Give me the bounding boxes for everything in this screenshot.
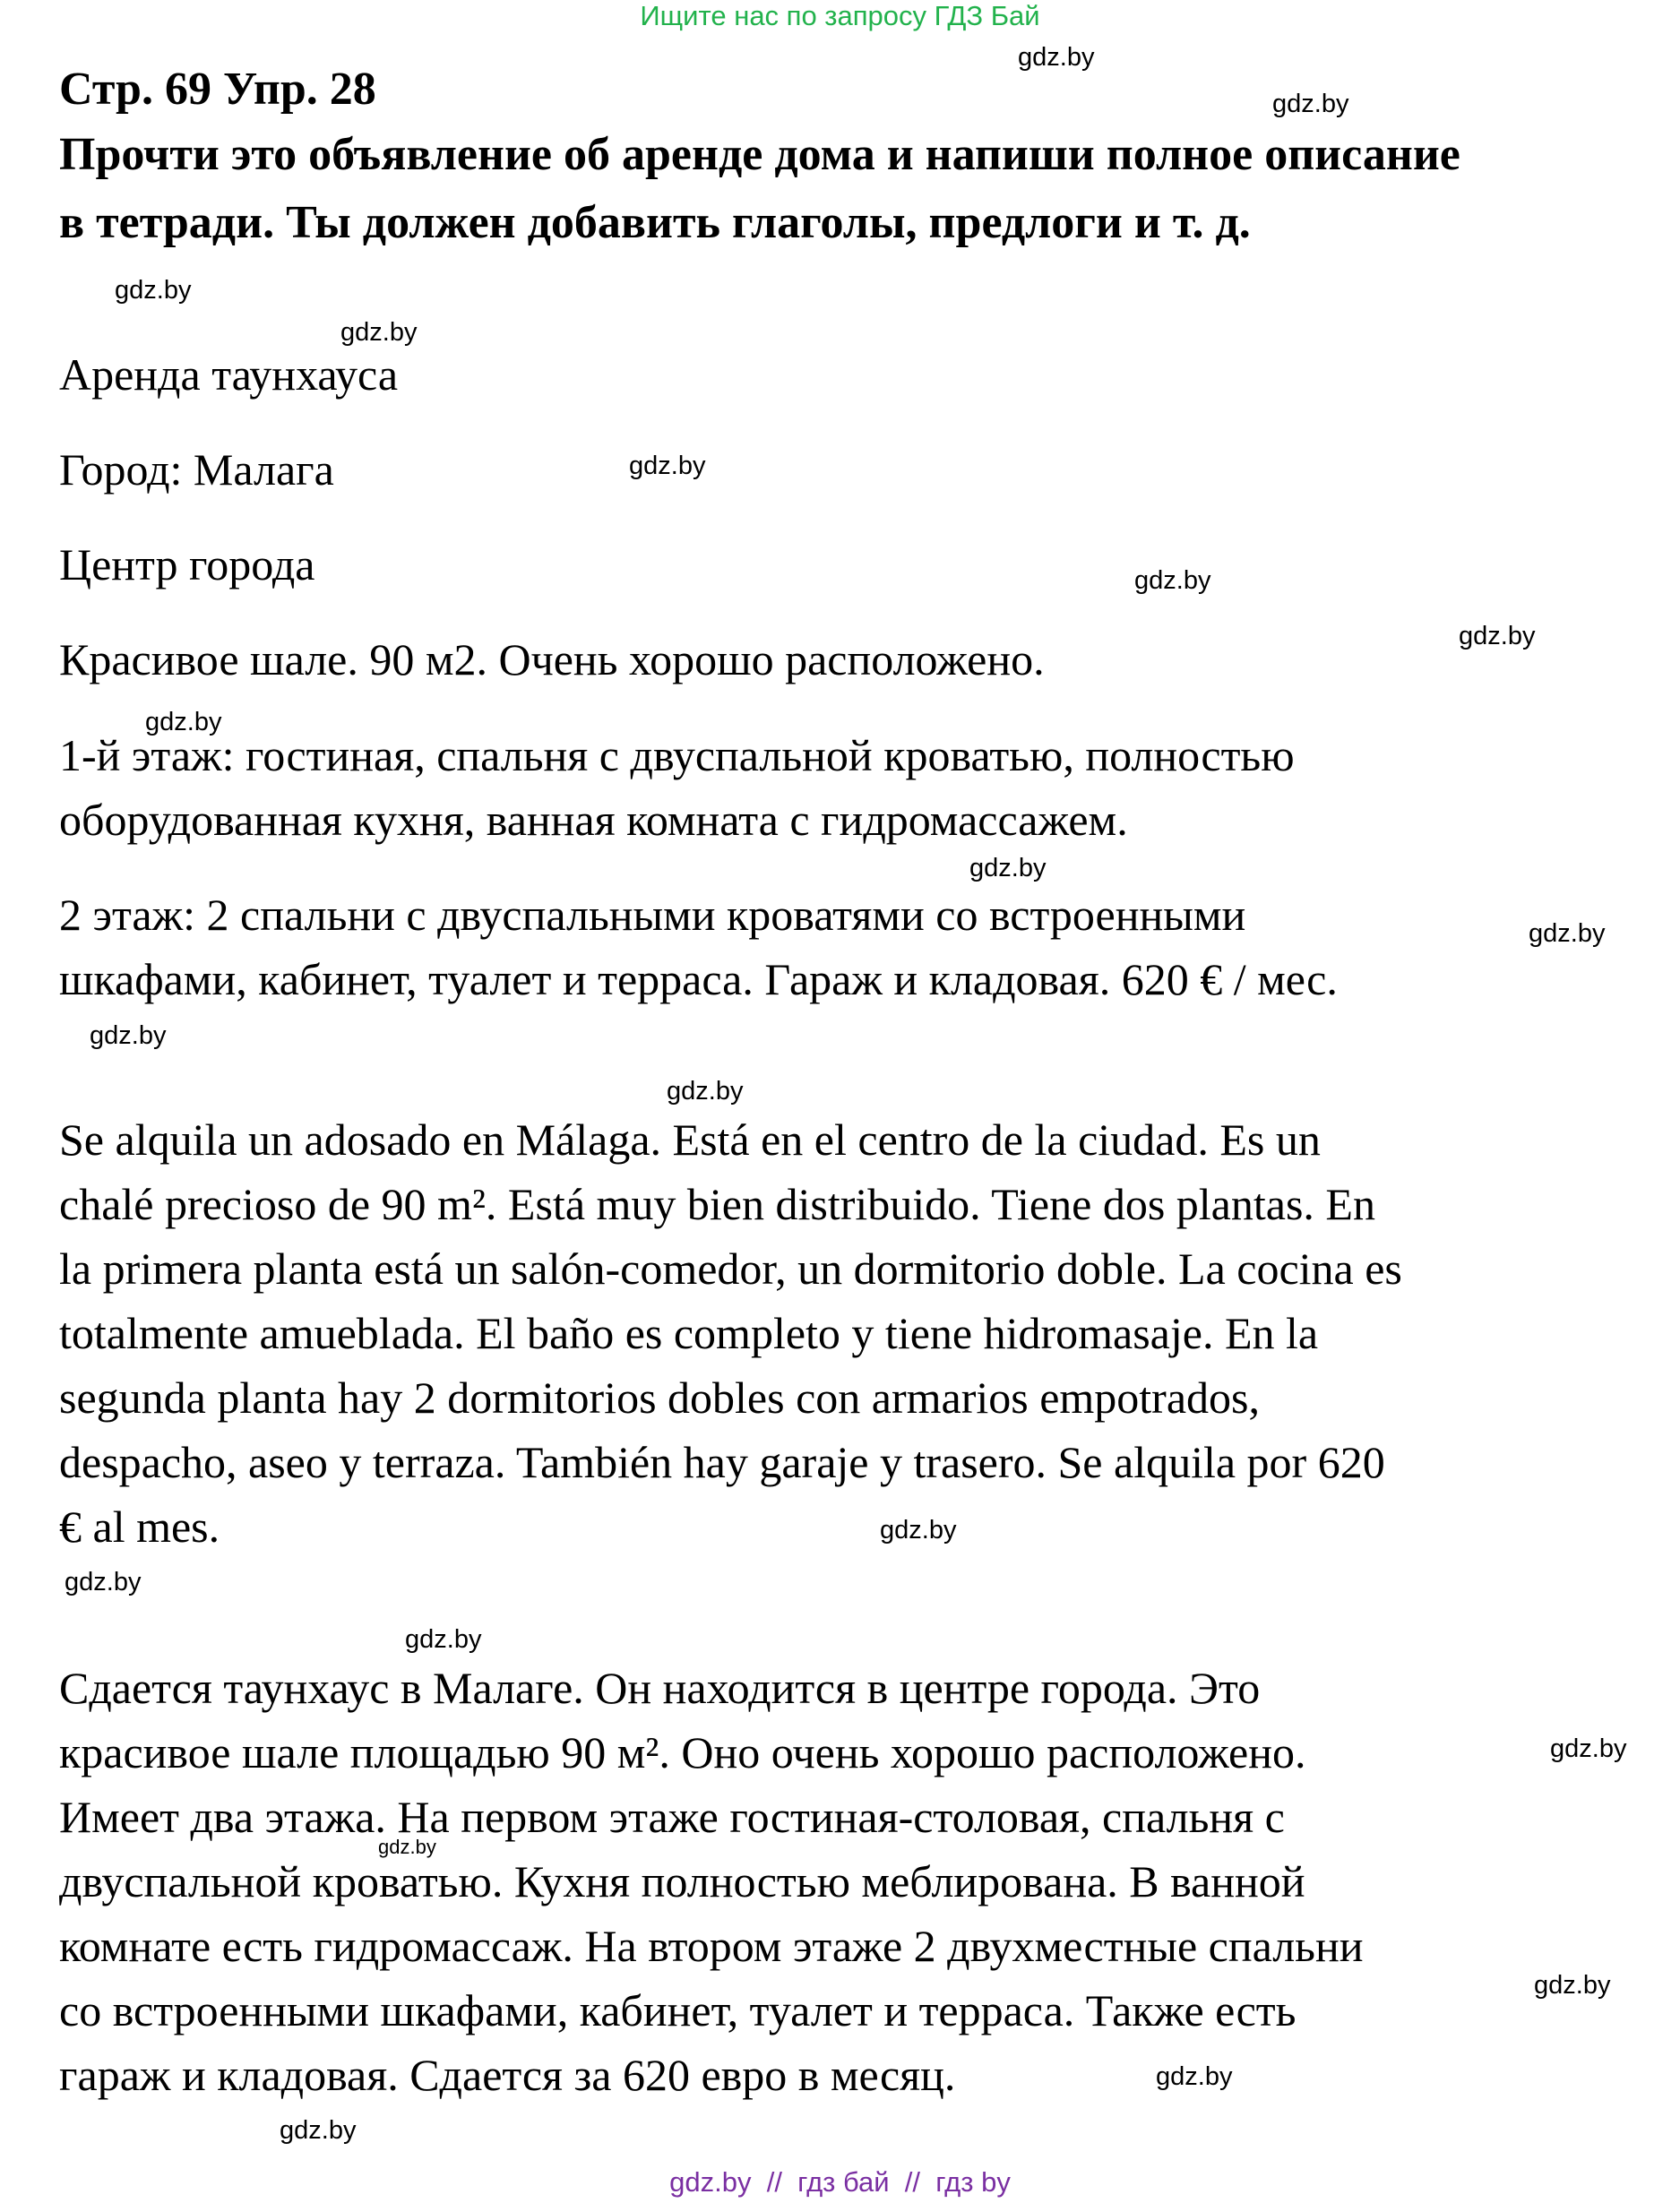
watermark: gdz.by <box>1272 90 1349 118</box>
watermark: gdz.by <box>65 1568 142 1596</box>
russian-line: двуспальной кроватью. Кухня полностью меблирована. В ванной <box>59 1856 1305 1906</box>
spanish-line: € al mes. <box>59 1502 220 1552</box>
ad-floor-2-line: шкафами, кабинет, туалет и терраса. Гараж и кладовая. 620 € / мес. <box>59 954 1338 1004</box>
task-line: в тетради. Ты должен добавить глаголы, предлоги и т. д. <box>59 197 1251 248</box>
spanish-line: despacho, aseo y terraza. También hay garaje y trasero. Se alquila por 620 <box>59 1437 1385 1487</box>
ad-floor-1-line: оборудованная кухня, ванная комната с гидромассажем. <box>59 795 1128 845</box>
watermark: gdz.by <box>667 1077 744 1106</box>
top-banner: Ищите нас по запросу ГДЗ Бай <box>640 0 1040 31</box>
footer-links: gdz.by // гдз бай // гдз by <box>669 2166 1011 2198</box>
watermark: gdz.by <box>145 708 222 736</box>
russian-line: со встроенными шкафами, кабинет, туалет и терраса. Также есть <box>59 1985 1297 2035</box>
ad-floor-2 <box>59 882 1654 1011</box>
russian-translation <box>59 1656 1654 2107</box>
ad-heading: Аренда таунхауса <box>59 349 399 400</box>
task-instruction <box>59 121 1654 257</box>
watermark: gdz.by <box>1534 1971 1611 2000</box>
exercise-title: Стр. 69 Упр. 28 <box>59 64 376 115</box>
russian-line: Имеет два этажа. На первом этаже гостиная-столовая, спальня с <box>59 1792 1285 1842</box>
ad-floor-1-line: 1-й этаж: гостиная, спальня с двуспальной кроватью, полностью <box>59 730 1295 780</box>
ad-district: Центр города <box>59 539 315 589</box>
watermark: gdz.by <box>378 1836 436 1858</box>
watermark: gdz.by <box>1156 2062 1233 2091</box>
watermark: gdz.by <box>90 1021 167 1050</box>
watermark: gdz.by <box>280 2116 357 2145</box>
russian-line: комнате есть гидромассаж. На втором этаже 2 двухместные спальни <box>59 1921 1364 1971</box>
ad-city: Город: Малага <box>59 444 334 495</box>
ad-floor-1 <box>59 723 1654 852</box>
russian-line: красивое шале площадью 90 м². Оно очень хорошо расположено. <box>59 1727 1306 1777</box>
spanish-line: segunda planta hay 2 dormitorios dobles con armarios empotrados, <box>59 1373 1260 1423</box>
watermark: gdz.by <box>1550 1734 1627 1763</box>
russian-line: гараж и кладовая. Сдается за 620 евро в месяц. <box>59 2050 956 2100</box>
spanish-line: Se alquila un adosado en Málaga. Está en el centro de la ciudad. Es un <box>59 1114 1321 1165</box>
watermark: gdz.by <box>969 854 1047 882</box>
task-line: Прочти это объявление об аренде дома и напиши полное описание <box>59 129 1460 180</box>
spanish-description <box>59 1107 1654 1559</box>
spanish-line: totalmente amueblada. El baño es completo y tiene hidromasaje. En la <box>59 1308 1319 1358</box>
watermark: gdz.by <box>629 452 706 480</box>
watermark: gdz.by <box>340 318 418 347</box>
watermark: gdz.by <box>1459 622 1536 650</box>
watermark: gdz.by <box>1018 43 1095 72</box>
watermark: gdz.by <box>405 1625 482 1654</box>
ad-summary: Красивое шале. 90 м2. Очень хорошо расположено. <box>59 634 1045 684</box>
spanish-line: chalé precioso de 90 m². Está muy bien distribuido. Tiene dos plantas. En <box>59 1179 1375 1229</box>
watermark: gdz.by <box>1529 919 1606 948</box>
watermark: gdz.by <box>1134 566 1211 595</box>
ad-floor-2-line: 2 этаж: 2 спальни с двуспальными кроватями со встроенными <box>59 890 1246 940</box>
spanish-line: la primera planta está un salón-comedor, un dormitorio doble. La cocina es <box>59 1243 1402 1294</box>
watermark: gdz.by <box>880 1516 957 1545</box>
watermark: gdz.by <box>115 276 192 305</box>
russian-line: Сдается таунхаус в Малаге. Он находится в центре города. Это <box>59 1663 1261 1713</box>
